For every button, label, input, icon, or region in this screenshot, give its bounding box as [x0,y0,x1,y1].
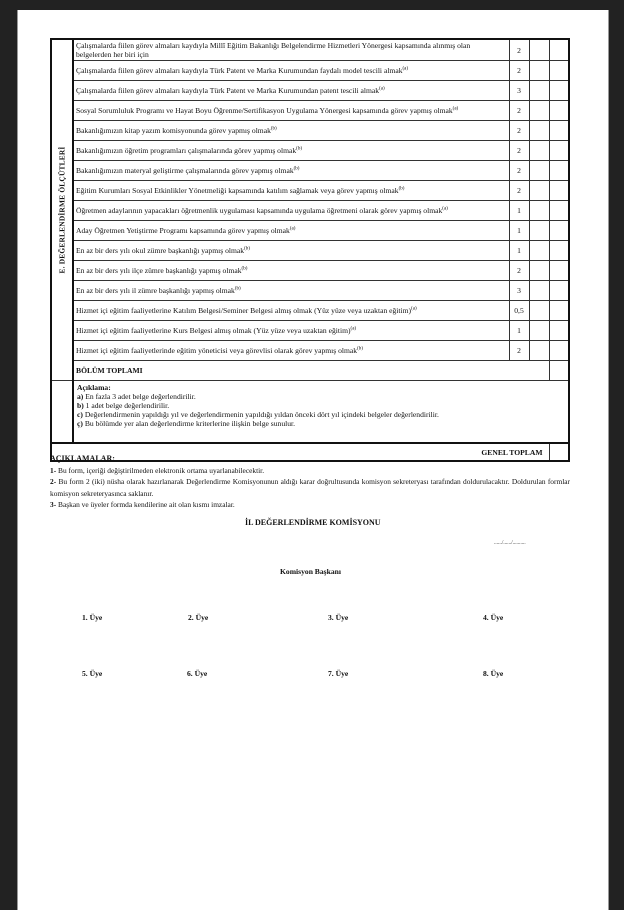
score-input-cell[interactable] [549,121,569,141]
explanation-item: ç) Bu bölümde yer alan değerlendirme kriterlerine ilişkin belge sunulur. [77,419,296,428]
score-input-cell[interactable] [529,181,549,201]
max-score: 2 [509,39,529,61]
max-score: 0,5 [509,301,529,321]
score-input-cell[interactable] [549,281,569,301]
score-input-cell[interactable] [529,61,549,81]
score-input-cell[interactable] [529,241,549,261]
note-item: 2- Bu form 2 (iki) nüsha olarak hazırlanarak Değerlendirme Komisyonunun aldığı karar doğrultusunda komisyon sekreteryası tarafından doldurulacaktır. Doldurulan formlar komisyon sekreteryasınca saklanır. [50,477,570,498]
section-label-cell [51,39,73,381]
note-item: 3- Başkan ve üyeler formda kendilerine ait olan kısmı imzalar. [50,500,235,509]
criteria-row [51,241,569,261]
explanation-block [73,381,569,444]
commission-chair-signature: Komisyon Başkanı [280,567,341,576]
criteria-row [51,321,569,341]
score-input-cell[interactable] [529,201,549,221]
explanation-item: b) 1 adet belge değerlendirilir. [77,401,170,410]
max-score: 2 [509,341,529,361]
date-field[interactable]: ....../....../.......... [494,540,526,546]
criteria-row [51,281,569,301]
max-score: 1 [509,221,529,241]
criteria-text: Hizmet içi eğitim faaliyetlerinde eğitim yöneticisi veya görevlisi olarak görev yapmış olmak$^{(b)}$ [73,341,509,361]
score-input-cell[interactable] [549,141,569,161]
score-input-cell[interactable] [549,61,569,81]
criteria-text: En az bir ders yılı ilçe zümre başkanlığı yapmış olmak$^{(b)}$ [73,261,509,281]
max-score: 1 [509,201,529,221]
explanation-item: c) Değerlendirmenin yapıldığı yıl ve değerlendirmenin yapıldığı yıldan önceki dört yıl içindeki belgeler değerlendirilir. [77,410,439,419]
criteria-row [51,39,569,61]
criteria-row [51,101,569,121]
score-input-cell[interactable] [529,281,549,301]
score-input-cell[interactable] [529,101,549,121]
document-page [17,10,609,910]
score-input-cell[interactable] [529,141,549,161]
score-input-cell[interactable] [529,39,549,61]
max-score: 2 [509,61,529,81]
max-score: 1 [509,241,529,261]
score-input-cell[interactable] [549,241,569,261]
criteria-text: Sosyal Sorumluluk Programı ve Hayat Boyu Öğrenme/Sertifikasyon Uygulama Yönergesi kapsamında görev yapmış olmak$^{(a)}$ [73,101,509,121]
criteria-row [51,141,569,161]
notes-title: AÇIKLAMALAR: [50,454,115,463]
score-input-cell[interactable] [549,81,569,101]
score-input-cell[interactable] [549,161,569,181]
score-input-cell[interactable] [549,201,569,221]
grand-total-label: GENEL TOPLAM [51,443,549,461]
member-3-signature: 3. Üye [328,613,349,622]
score-input-cell[interactable] [549,221,569,241]
criteria-text: Öğretmen adaylarının yapacakları öğretmenlik uygulaması kapsamında uygulama öğretmeni olarak görev yapmış olmak$^{(a)}$ [73,201,509,221]
criteria-text: Çalışmalarda fiilen görev almaları kaydıyla Türk Patent ve Marka Kurumundan faydalı model tescili almak$^{(a)}$ [73,61,509,81]
criteria-row [51,341,569,361]
criteria-row [51,121,569,141]
criteria-text: En az bir ders yılı okul zümre başkanlığı yapmış olmak$^{(b)}$ [73,241,509,261]
member-1-signature: 1. Üye [82,613,103,622]
criteria-row [51,261,569,281]
section-total-label: BÖLÜM TOPLAMI [73,361,549,381]
criteria-row [51,221,569,241]
max-score: 3 [509,81,529,101]
section-total-row [51,361,569,381]
notes-section [50,453,570,511]
score-input-cell[interactable] [549,341,569,361]
criteria-row [51,301,569,321]
max-score: 2 [509,121,529,141]
criteria-text: Hizmet içi eğitim faaliyetlerine Katılım Belgesi/Seminer Belgesi almış olmak (Yüz yüze veya uzaktan eğitim)$^{(a)}$ [73,301,509,321]
max-score: 1 [509,321,529,341]
score-input-cell[interactable] [549,101,569,121]
section-label: E. DEĞERLENDİRME ÖLÇÜTLERİ [57,146,67,274]
member-2-signature: 2. Üye [188,613,209,622]
criteria-row [51,161,569,181]
criteria-row [51,81,569,101]
criteria-row [51,201,569,221]
criteria-text: Bakanlığımızın kitap yazım komisyonunda görev yapmış olmak$^{(b)}$ [73,121,509,141]
max-score: 2 [509,101,529,121]
criteria-text: Çalışmalarda fiilen görev almaları kaydıyla Millî Eğitim Bakanlığı Belgelendirme Hizmetleri Yönergesi kapsamında alınmış olan belgelerden her biri için [73,39,509,61]
score-input-cell[interactable] [529,81,549,101]
member-8-signature: 8. Üye [483,669,504,678]
criteria-text: En az bir ders yılı il zümre başkanlığı yapmış olmak$^{(b)}$ [73,281,509,301]
score-input-cell[interactable] [529,261,549,281]
score-input-cell[interactable] [549,181,569,201]
explanation-title: Açıklama: [77,383,111,392]
criteria-text: Hizmet içi eğitim faaliyetlerine Kurs Belgesi almış olmak (Yüz yüze veya uzaktan eğitim)$^{(a)}$ [73,321,509,341]
member-5-signature: 5. Üye [82,669,103,678]
evaluation-criteria-table [50,38,570,462]
explanation-row [51,381,569,444]
score-input-cell[interactable] [529,321,549,341]
member-7-signature: 7. Üye [328,669,349,678]
score-input-cell[interactable] [549,301,569,321]
criteria-text: Aday Öğretmen Yetiştirme Programı kapsamında görev yapmış olmak$^{(a)}$ [73,221,509,241]
criteria-text: Bakanlığımızın materyal geliştirme çalışmalarında görev yapmış olmak$^{(b)}$ [73,161,509,181]
score-input-cell[interactable] [549,39,569,61]
score-input-cell[interactable] [529,341,549,361]
member-4-signature: 4. Üye [483,613,504,622]
score-input-cell[interactable] [549,321,569,341]
criteria-text: Bakanlığımızın öğretim programları çalışmalarında görev yapmış olmak$^{(b)}$ [73,141,509,161]
criteria-row [51,61,569,81]
criteria-row [51,181,569,201]
score-input-cell[interactable] [529,221,549,241]
max-score: 2 [509,161,529,181]
explanation-item: a) En fazla 3 adet belge değerlendirilir. [77,392,196,401]
commission-title: İL DEĞERLENDİRME KOMİSYONU [245,518,381,527]
max-score: 2 [509,261,529,281]
score-input-cell[interactable] [529,161,549,181]
max-score: 3 [509,281,529,301]
max-score: 2 [509,141,529,161]
section-total-value[interactable] [549,361,569,381]
score-input-cell[interactable] [529,301,549,321]
member-6-signature: 6. Üye [187,669,208,678]
score-input-cell[interactable] [529,121,549,141]
note-item: 1- Bu form, içeriği değiştirilmeden elektronik ortama uyarlanabilecektir. [50,465,265,475]
criteria-text: Çalışmalarda fiilen görev almaları kaydıyla Türk Patent ve Marka Kurumundan patent tescili almak$^{(a)}$ [73,81,509,101]
criteria-text: Eğitim Kurumları Sosyal Etkinlikler Yönetmeliği kapsamında katılım sağlamak veya görev yapmış olmak$^{(b)}$ [73,181,509,201]
max-score: 2 [509,181,529,201]
score-input-cell[interactable] [549,261,569,281]
